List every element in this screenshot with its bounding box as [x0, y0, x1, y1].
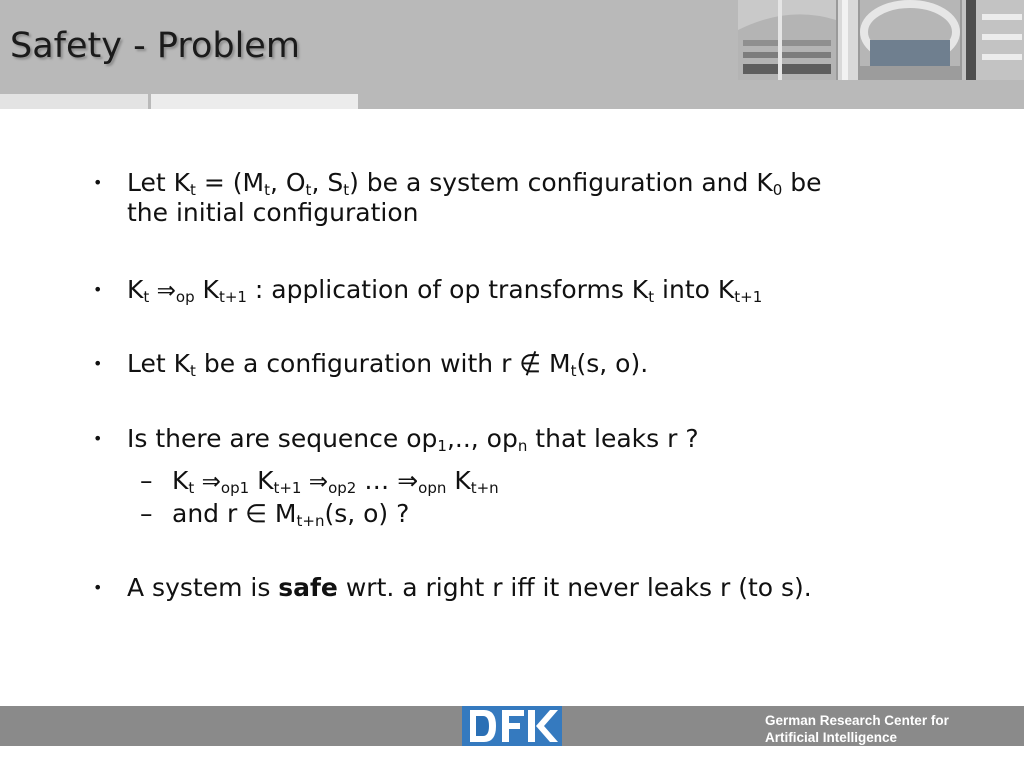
- footer-line: Artificial Intelligence: [765, 730, 898, 745]
- footer-institution: [765, 712, 949, 746]
- slide-title: Safety - Problem: [10, 26, 300, 66]
- dfki-logo: [462, 706, 562, 746]
- emphasis-safe: safe: [278, 573, 338, 602]
- footer-line: German Research Center for: [765, 713, 949, 728]
- bullet-text: Is there are sequence $op_1$,.., $op_n$ that leaks r ?: [127, 424, 699, 455]
- bullet-dot: •: [93, 280, 103, 299]
- bullet-dot: •: [93, 429, 103, 448]
- sub-bullet-text: $K_t$ $\Rightarrow_{op1}$ $K_{t+1}$ $\Rightarrow_{op2}$ … $\Rightarrow_{opn}$ $K_{t+n}$: [172, 466, 499, 497]
- bullet-dot: •: [93, 354, 103, 373]
- sub-bullet-dash: –: [140, 499, 153, 528]
- bullet-dot: •: [93, 173, 103, 192]
- bullet-text: A system is safe wrt. a right r iff it never leaks r (to s).: [127, 573, 812, 602]
- sub-bullet-dash: –: [140, 466, 153, 495]
- bullet-text: $K_t$ $\Rightarrow_{op}$ $K_{t+1}$ : application of op transforms $K_t$ into $K_{t+1}$: [127, 275, 763, 306]
- sub-bullet-text: and r ∈ $M_{t+n}(s$, o) ?: [172, 499, 410, 530]
- bullet-text: Let $K_t$ be a configuration with r ∉ $M_t(s$, o).: [127, 349, 649, 380]
- bullet-text: Let $K_t = (M_t$, $O_t$, $S_t$) be a system configuration and $K_0$ be the initial configuration: [127, 168, 822, 227]
- bullet-dot: •: [93, 578, 103, 597]
